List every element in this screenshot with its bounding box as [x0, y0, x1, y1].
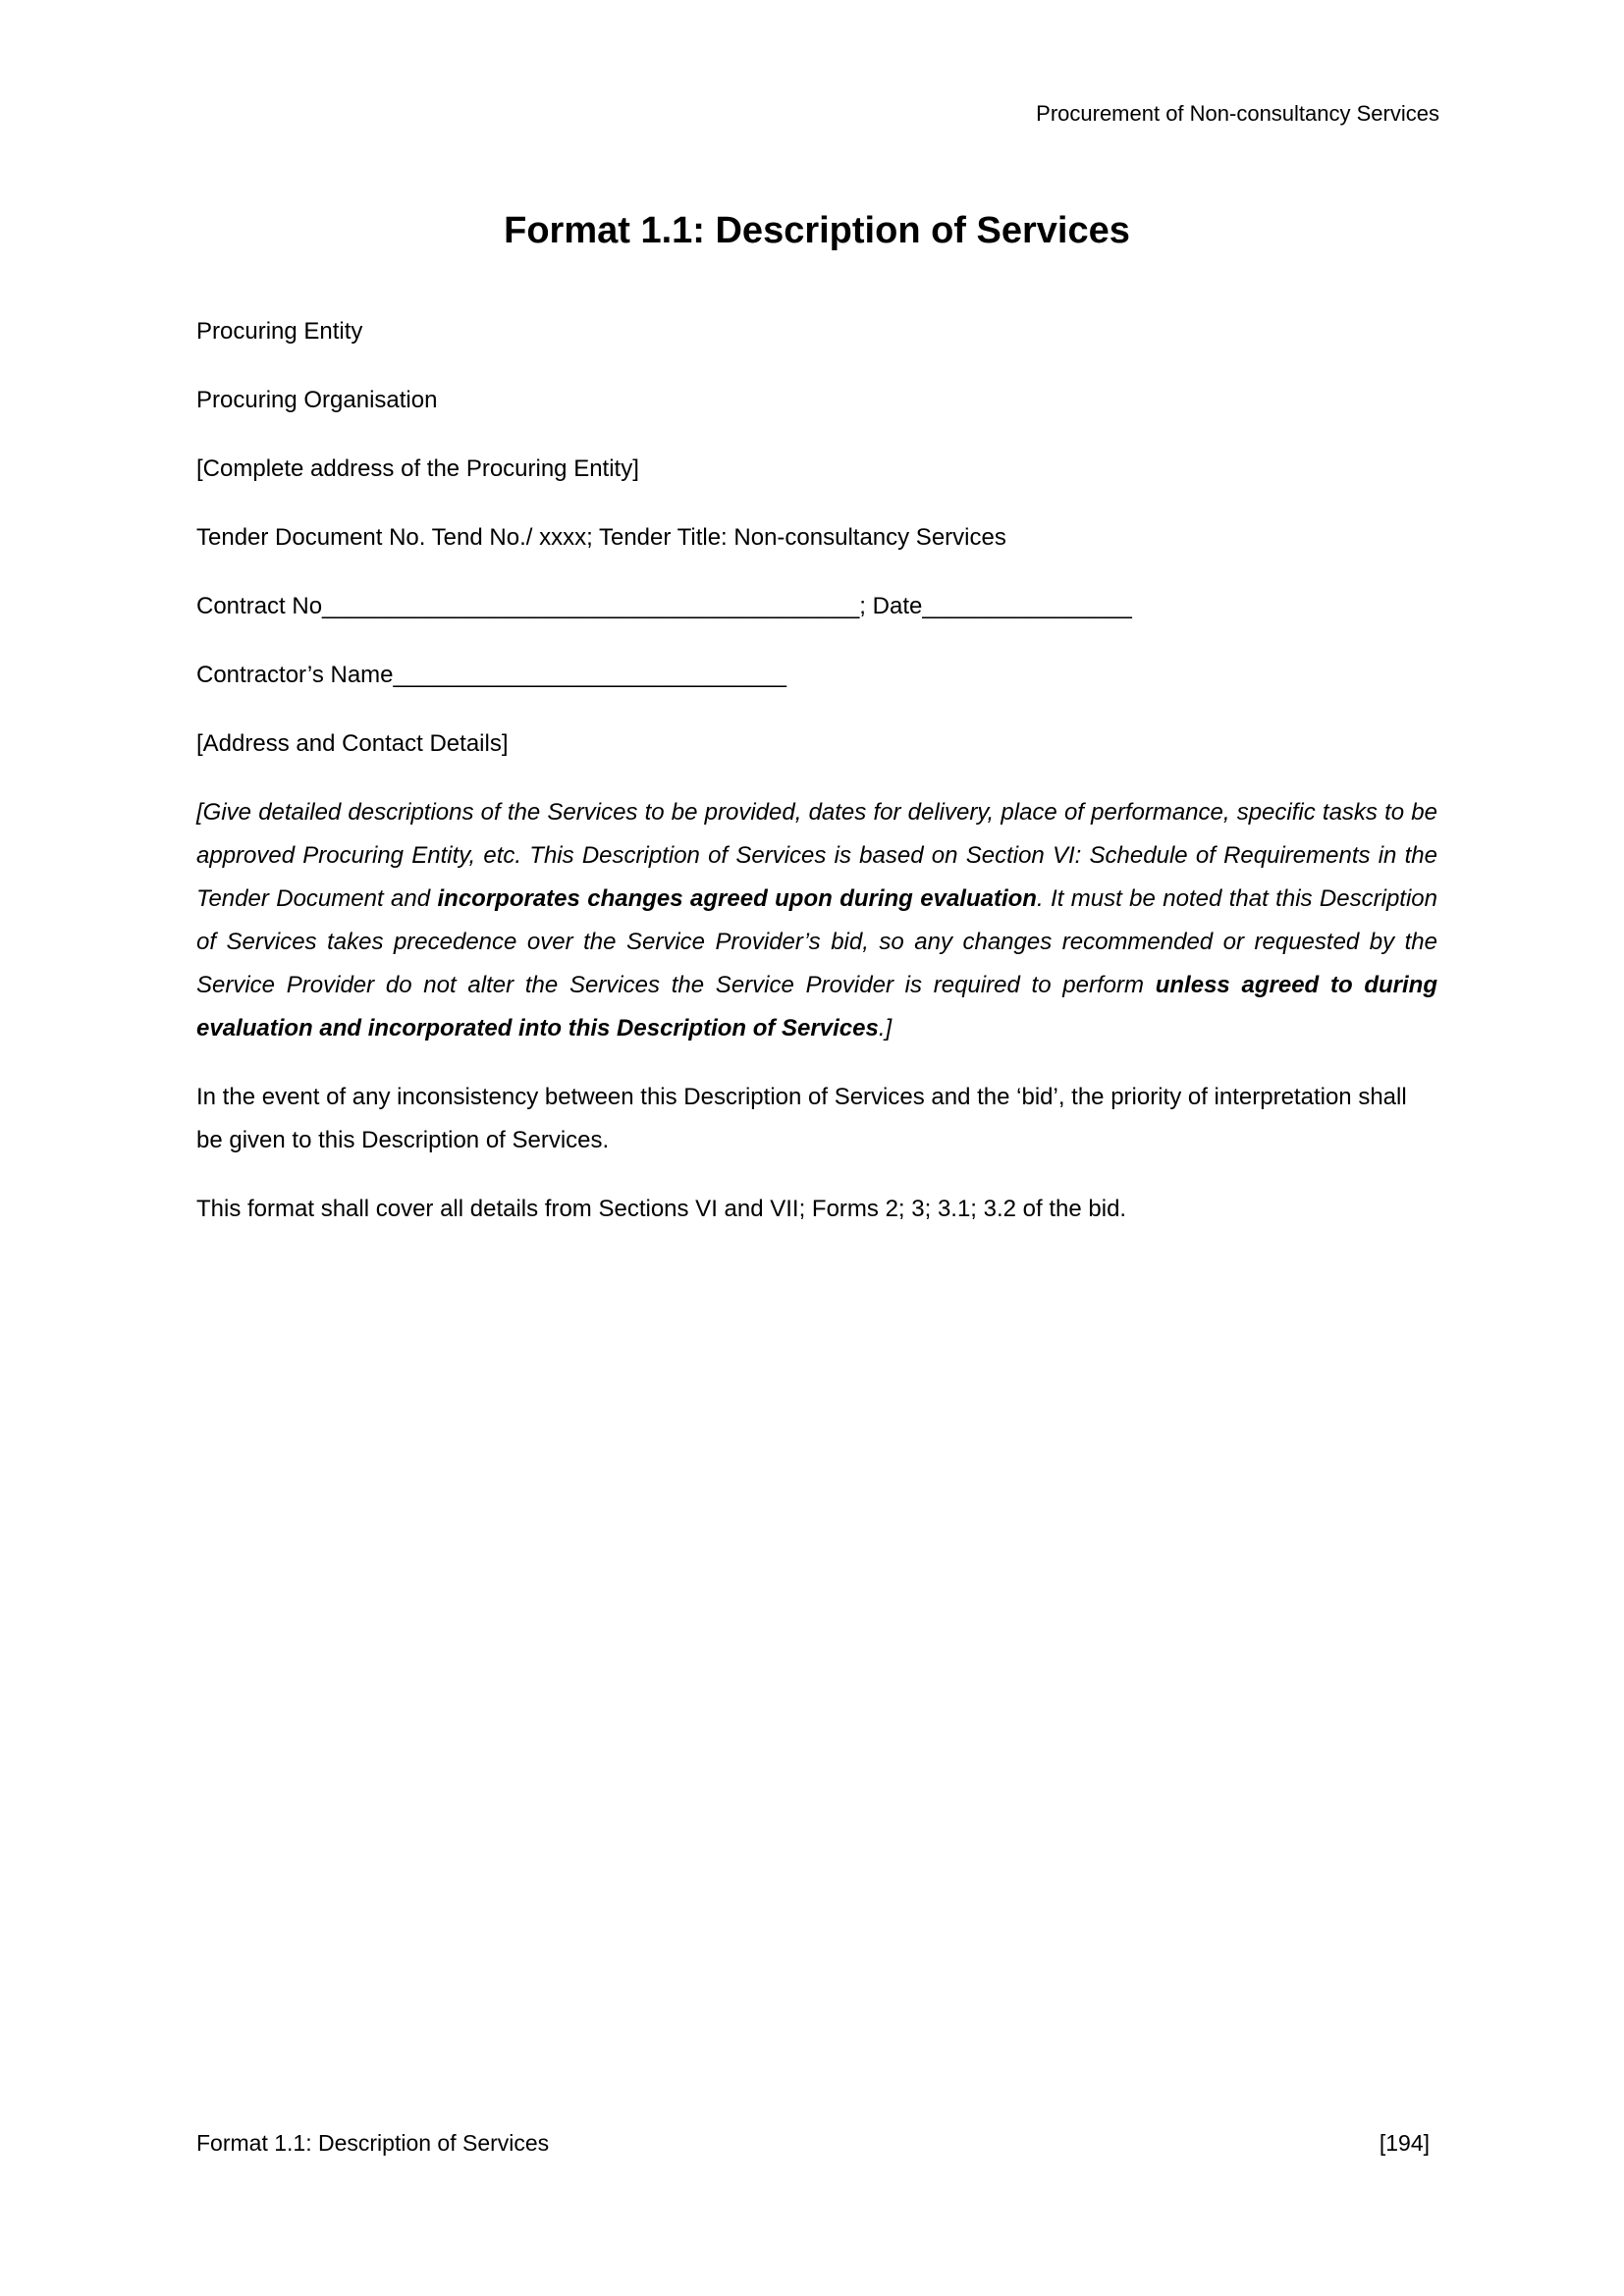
coverage-paragraph: This format shall cover all details from Sections VI and VII; Forms 2; 3; 3.1; 3.2 of the bid.	[196, 1196, 1127, 1222]
contract-no-date-line: Contract No_________________________________________; Date________________	[196, 593, 1132, 619]
address-contact-placeholder: [Address and Contact Details]	[196, 730, 509, 757]
procuring-entity-address-placeholder: [Complete address of the Procuring Entity]	[196, 455, 639, 482]
procuring-entity-line: Procuring Entity	[196, 318, 363, 345]
footer-left-text: Format 1.1: Description of Services	[196, 2130, 550, 2156]
page-header	[1036, 100, 1439, 128]
header-right-text: Procurement of Non-consultancy Services	[1036, 101, 1439, 126]
page-title: Format 1.1: Description of Services	[504, 210, 1130, 251]
inconsistency-paragraph: In the event of any inconsistency between this Description of Services and the ‘bid’, the priority of interpretation shall be given to this Description of Services.	[196, 1084, 1407, 1153]
procuring-organisation-line: Procuring Organisation	[196, 387, 438, 413]
contractor-name-line: Contractor’s Name______________________________	[196, 662, 786, 688]
services-description-note: [Give detailed descriptions of the Services to be provided, dates for delivery, place of performance, specific tasks to be approved Procuring Entity, etc. This Description of Services is based on Section VI: Schedule of Requirements in the Tender Document and incorporates changes agreed upon during evaluation. It must be noted that this Description of Services takes precedence over the Service Provider’s bid, so any changes recommended or requested by the Service Provider do not alter the Services the Service Provider is required to perform unless agreed to during evaluation and incorporated into this Description of Services.]	[196, 799, 1437, 1041]
document-content	[196, 208, 1437, 1256]
footer-page-number: [194]	[1379, 2130, 1430, 2156]
tender-document-line: Tender Document No. Tend No./ xxxx; Tender Title: Non-consultancy Services	[196, 524, 1006, 551]
page-footer	[196, 2130, 1430, 2157]
